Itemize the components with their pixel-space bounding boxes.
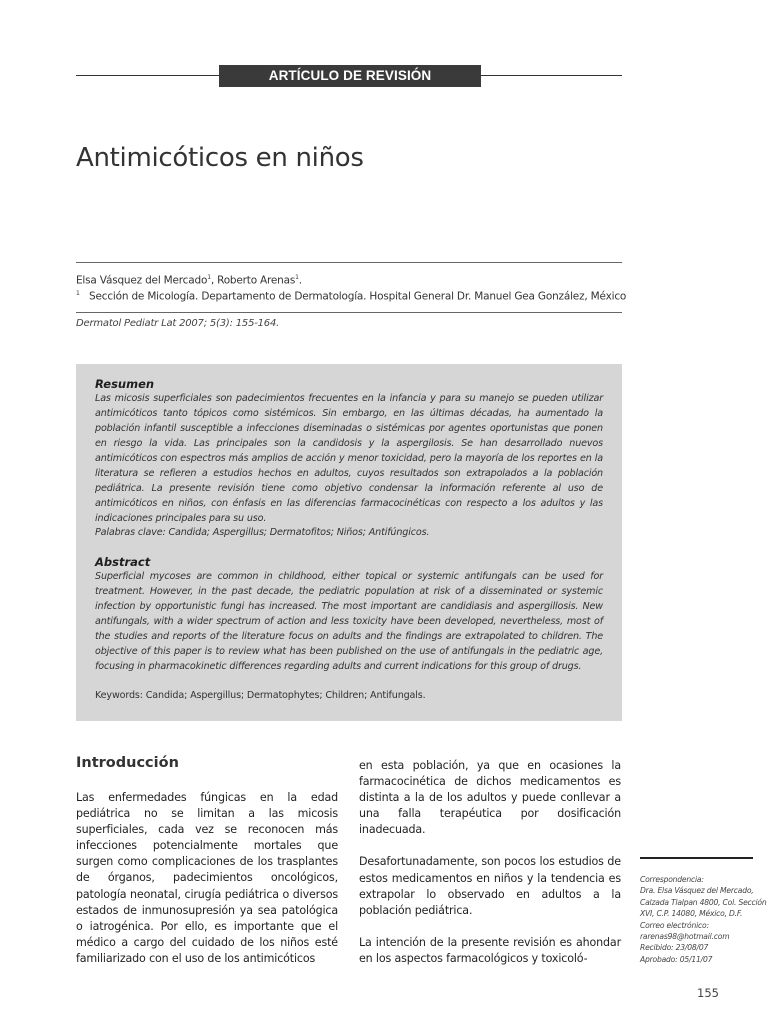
correspondence-rule: [640, 857, 753, 859]
author-end: .: [298, 274, 302, 287]
correspondence-line: Aprobado: 05/11/07: [640, 954, 713, 964]
resumen-heading: Resumen: [95, 377, 155, 391]
abstract-box: [76, 364, 622, 721]
correspondence-line: XVI, C.P. 14080, México, D.F.: [640, 909, 743, 919]
correspondence-line: Correspondencia:: [640, 875, 704, 884]
page-number: 155: [697, 986, 719, 1000]
article-title: Antimicóticos en niños: [76, 143, 364, 173]
correspondence-line: Dra. Elsa Vásquez del Mercado,: [640, 886, 754, 896]
intro-paragraph: Desafortunadamente, son pocos los estudios de estos medicamentos en niños y la tendencia es extrapolar lo observado en adultos a la población pediátrica.: [359, 855, 621, 917]
intro-paragraph: Las enfermedades fúngicas en la edad pediátrica no se limitan a las micosis superficiales, cada vez se reconocen más infecciones potencialmente mortales que surgen como complicaciones de los trasplantes de órganos, padecimientos oncológicos, patología neonatal, cirugía pediátrica o diversos estados de inmunosupresión ya sea patológica o iatrogénica. Por ello, es importante que el médico a cargo del cuidado de los niños esté familiarizado con el uso de los antimicóticos: [76, 791, 338, 965]
resumen-section: [95, 377, 603, 526]
intro-paragraph: La intención de la presente revisión es ahondar en los aspectos farmacológicos y toxicoló-: [359, 935, 621, 965]
author-sup: 1: [295, 274, 299, 281]
correspondence-line: Calzada Tlalpan 4800, Col. Sección: [640, 897, 767, 907]
header-rule-left: [76, 75, 220, 76]
intro-heading: Introducción: [76, 755, 179, 771]
correspondence-email: rarenas98@hotmail.com: [640, 932, 730, 942]
resumen-keywords-values: Candida; Aspergillus; Dermatofitos; Niños; Antifúngicos.: [165, 527, 430, 538]
authors-divider: [76, 312, 622, 313]
resumen-text: Las micosis superficiales son padecimientos frecuentes en la infancia y para su manejo se pueden utilizar antimicóticos tanto tópicos como sistémicos. Sin embargo, en las últimas décadas, ha aumentado la población infantil susceptible a infecciones diseminadas o sistémicas por agentes oportunistas que ponen en riesgo la vida. Las principales son la candidosis y la aspergilosis. Se han desarrollado nuevos antimicóticos con espectros más amplios de acción y menor toxicidad, pero la mayoría de los reportes en la literatura se refieren a estudios hechos en adultos, cuyos resultados son extrapolados a la población pediátrica. La presente revisión tiene como objetivo condensar la información referente al uso de antimicóticos en niños, con énfasis en las diferencias farmacocinéticas con respecto a los adultos y las indicaciones principales para su uso.: [95, 393, 603, 524]
affiliation: [76, 290, 626, 303]
intro-paragraph: en esta población, ya que en ocasiones la farmacocinética de dichos medicamentos es distinta a la de los adultos y puede conllevar a una falla terapéutica por dosificación inadecuada.: [359, 759, 621, 837]
affiliation-text: Sección de Micología. Departamento de Dermatología. Hospital General Dr. Manuel Gea González, México: [89, 290, 627, 303]
resumen-keywords: [95, 527, 603, 538]
title-divider: [76, 262, 622, 263]
abstract-keywords-label: Keywords:: [95, 690, 143, 701]
author-list: [76, 274, 302, 287]
correspondence-line: Recibido: 23/08/07: [640, 943, 709, 953]
abstract-heading: Abstract: [95, 555, 151, 569]
abstract-keywords-values: Candida; Aspergillus; Dermatophytes; Children; Antifungals.: [142, 690, 426, 701]
author-sup: 1: [207, 274, 211, 281]
correspondence-line: Correo electrónico:: [640, 920, 709, 930]
body-column-left: [76, 790, 338, 983]
body-column-right: [359, 758, 621, 983]
resumen-keywords-label: Palabras clave:: [95, 527, 166, 538]
citation: Dermatol Pediatr Lat 2007; 5(3): 155-164.: [76, 318, 280, 329]
section-label: ARTÍCULO DE REVISIÓN: [219, 65, 481, 87]
correspondence-block: [640, 874, 766, 965]
author-name: , Roberto Arenas: [210, 274, 296, 287]
author-name: Elsa Vásquez del Mercado: [76, 274, 208, 287]
abstract-keywords: [95, 690, 603, 701]
abstract-section: [95, 555, 603, 674]
affiliation-sup: 1: [76, 290, 80, 297]
abstract-text: Superficial mycoses are common in childhood, either topical or systemic antifungals can be used for treatment. However, in the past decade, the pediatric population at risk of a disseminated or systemic infection by opportunistic fungi has increased. The most important are candidiasis and aspergillosis. New antifungals, with a wider spectrum of action and less toxicity have been developed, nevertheless, most of the studies and reports of the literature focus on adults and the findings are extrapolated to children. The objective of this paper is to review what has been published on the use of antifungals in the pediatric age, focusing in pharmacokinetic differences regarding adults and current indications for this group of drugs.: [95, 571, 603, 672]
header-rule-right: [481, 75, 622, 76]
